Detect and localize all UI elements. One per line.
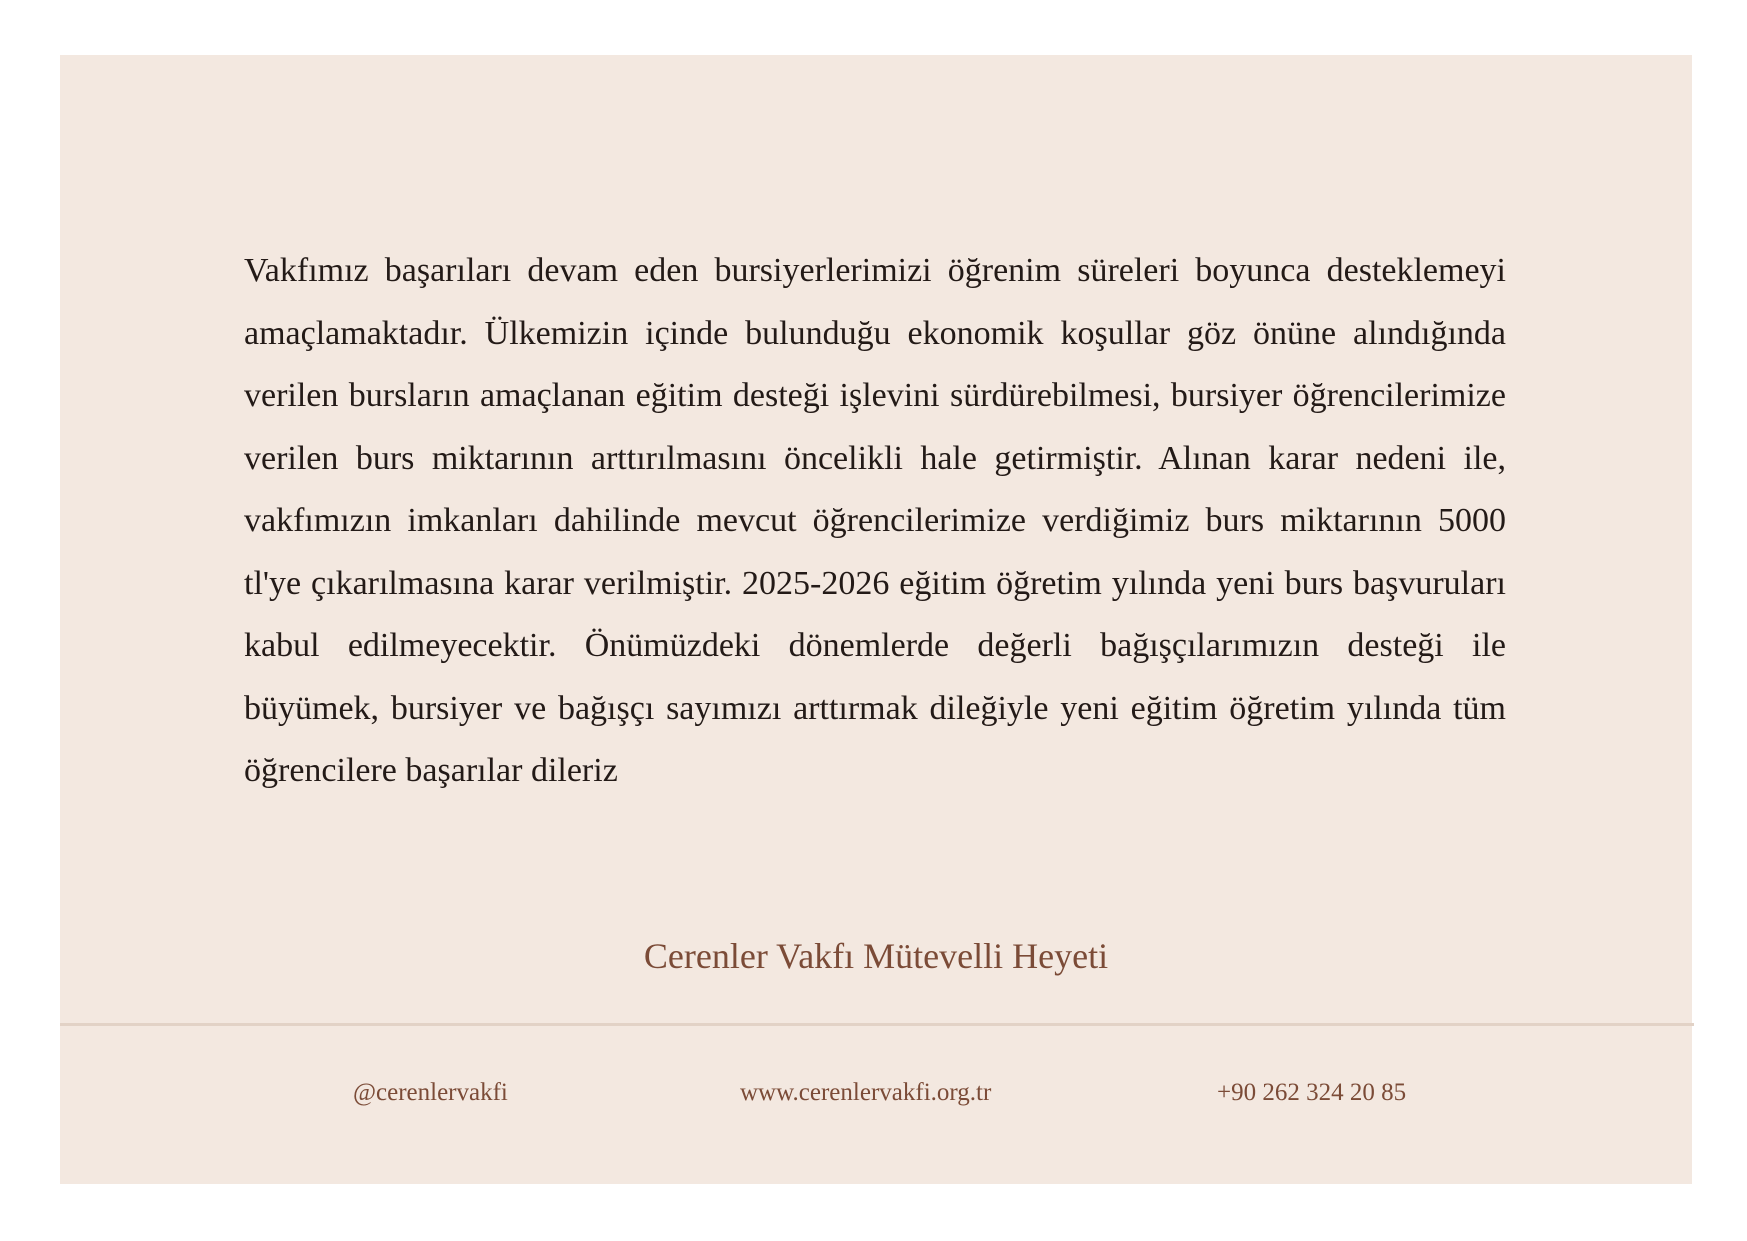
signature: Cerenler Vakfı Mütevelli Heyeti [643,936,1109,976]
announcement-body: Vakfımız başarıları devam eden bursiyerlerimizi öğrenim süreleri boyunca desteklemeyi amaçlamaktadır. Ülkemizin içinde bulunduğu ekonomik koşullar göz önüne alındığında verilen bursların amaçlanan eğitim desteği işlevini sürdürebilmesi, bursiyer öğrencilerimize verilen burs miktarının arttırılmasını öncelikli hale getirmiştir. Alınan karar nedeni ile, vakfımızın imkanları dahilinde mevcut öğrencilerimize verdiğimiz burs miktarının 5000 tl'ye çıkarılmasına karar verilmiştir. 2025-2026 eğitim öğretim yılında yeni burs başvuruları kabul edilmeyecektir. Önümüzdeki dönemlerde değerli bağışçılarımızın desteği ile büyümek, bursiyer ve bağışçı sayımızı arttırmak dileğiyle yeni eğitim öğretim yılında tüm öğrencilere başarılar dileriz [244,252,1506,789]
social-handle: @cerenlervakfi [353,1079,508,1106]
website-link[interactable]: www.cerenlervakfi.org.tr [740,1079,992,1106]
footer-divider [60,1023,1694,1026]
phone-number: +90 262 324 20 85 [1217,1079,1407,1106]
announcement-card [60,55,1692,1184]
